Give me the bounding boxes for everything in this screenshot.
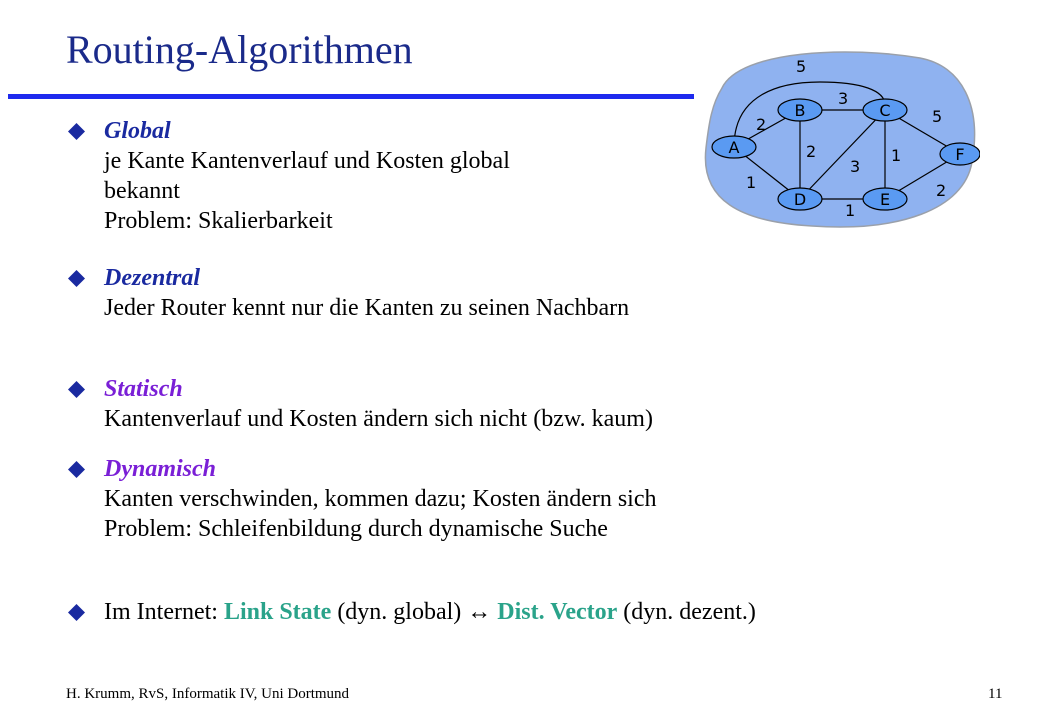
bullet-text: Kanten verschwinden, kommen dazu; Kosten ändern sich [104,486,657,512]
bullet-text: Problem: Skalierbarkeit [104,208,333,234]
diamond-bullet-icon [68,461,85,478]
title-underline [8,94,694,99]
cost-b-c: 3 [838,89,849,108]
node-label-f: F [955,145,965,164]
diamond-bullet-icon [68,604,85,621]
bullet-heading: Global [104,118,171,144]
network-graph [700,44,980,236]
internet-suffix: (dyn. dezent.) [617,599,756,625]
internet-line [104,597,756,627]
bullet-heading: Dynamisch [104,456,217,482]
page-number: 11 [988,686,1003,702]
bullet-text: bekannt [104,178,180,204]
cost-d-e: 1 [845,201,856,220]
node-label-a: A [728,138,740,157]
bullet-text: Problem: Schleifenbildung durch dynamische Suche [104,516,608,542]
internet-prefix: Im Internet: [104,599,224,625]
link-state-label: Link State [223,599,332,625]
cost-c-e: 1 [891,146,902,165]
cost-a-d: 1 [746,173,757,192]
cost-c-f: 5 [932,107,943,126]
diamond-bullet-icon [68,381,85,398]
diamond-bullet-icon [68,123,85,140]
diamond-bullet-icon [68,270,85,287]
bullet-text: je Kante Kantenverlauf und Kosten global [104,148,510,174]
cost-a-b: 2 [756,115,767,134]
cost-c-d: 3 [850,157,861,176]
bullet-text: Kantenverlauf und Kosten ändern sich nicht (bzw. kaum) [104,406,653,432]
cost-a-c: 5 [796,57,807,76]
internet-mid: (dyn. global) ↔ [331,599,498,625]
bullet-heading: Dezentral [104,265,200,291]
cost-b-d: 2 [806,142,817,161]
bullet-text: Jeder Router kennt nur die Kanten zu seinen Nachbarn [104,295,630,321]
node-label-c: C [879,101,891,120]
node-label-e: E [879,190,891,209]
node-label-d: D [793,190,807,209]
node-label-b: B [794,101,806,120]
cost-e-f: 2 [936,181,947,200]
footer-author: H. Krumm, RvS, Informatik IV, Uni Dortmund [66,686,350,702]
slide-title: Routing-Algorithmen [66,27,413,72]
bullet-heading: Statisch [104,376,183,402]
dist-vector-label: Dist. Vector [497,599,618,625]
